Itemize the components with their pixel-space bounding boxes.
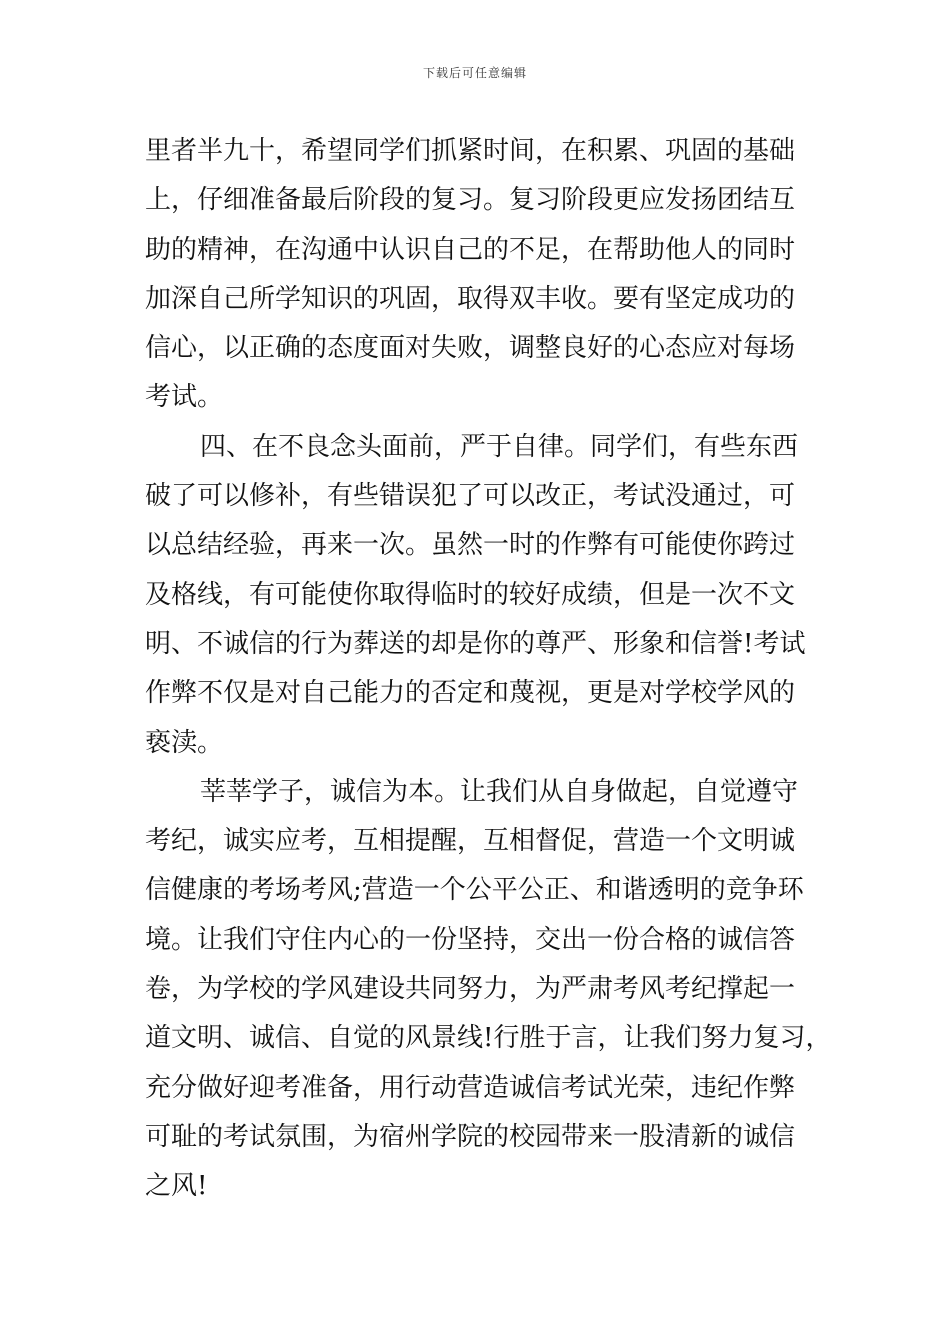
paragraph-1 [145, 127, 825, 423]
text-line: 破了可以修补，有些错误犯了可以改正，考试没通过，可 [145, 481, 796, 512]
text-line: 考纪，诚实应考，互相提醒，互相督促，营造一个文明诚 [145, 826, 796, 857]
text-line: 助的精神，在沟通中认识自己的不足，在帮助他人的同时 [145, 234, 796, 265]
text-line: 以总结经验，再来一次。虽然一时的作弊有可能使你跨过 [145, 530, 796, 561]
text-line: 上，仔细准备最后阶段的复习。复习阶段更应发扬团结互 [145, 185, 796, 216]
text-line: 明、不诚信的行为葬送的却是你的尊严、形象和信誉!考试 [145, 628, 806, 659]
text-line: 四、在不良念头面前，严于自律。同学们，有些东西 [200, 431, 799, 462]
text-line: 作弊不仅是对自己能力的否定和蔑视，更是对学校学风的 [145, 678, 796, 709]
text-line: 道文明、诚信、自觉的风景线!行胜于言，让我们努力复习， [145, 1023, 832, 1054]
text-line: 莘莘学子，诚信为本。让我们从自身做起，自觉遵守 [200, 776, 799, 807]
text-line: 信健康的考场考风;营造一个公平公正、和谐透明的竞争环 [145, 875, 804, 906]
text-line: 里者半九十，希望同学们抓紧时间，在积累、巩固的基础 [145, 136, 796, 166]
page-header: 下载后可任意编辑 [422, 66, 527, 80]
text-line: 加深自己所学知识的巩固，取得双丰收。要有坚定成功的 [145, 283, 796, 314]
text-line: 可耻的考试氛围，为宿州学院的校园带来一股清新的诚信 [145, 1121, 796, 1152]
text-line: 亵渎。 [145, 727, 224, 758]
text-line: 充分做好迎考准备，用行动营造诚信考试光荣，违纪作弊 [145, 1072, 796, 1103]
text-line: 考试。 [145, 382, 224, 413]
text-line: 境。让我们守住内心的一份坚持，交出一份合格的诚信答 [145, 924, 796, 955]
document-body [145, 127, 832, 1212]
paragraph-2 [145, 423, 825, 768]
text-line: 信心，以正确的态度面对失败，调整良好的心态应对每场 [145, 333, 796, 364]
paragraph-3 [145, 768, 832, 1212]
text-line: 及格线，有可能使你取得临时的较好成绩，但是一次不文 [145, 579, 796, 610]
text-line: 卷，为学校的学风建设共同努力，为严肃考风考纪撑起一 [145, 974, 796, 1005]
text-line: 之风! [145, 1171, 208, 1202]
